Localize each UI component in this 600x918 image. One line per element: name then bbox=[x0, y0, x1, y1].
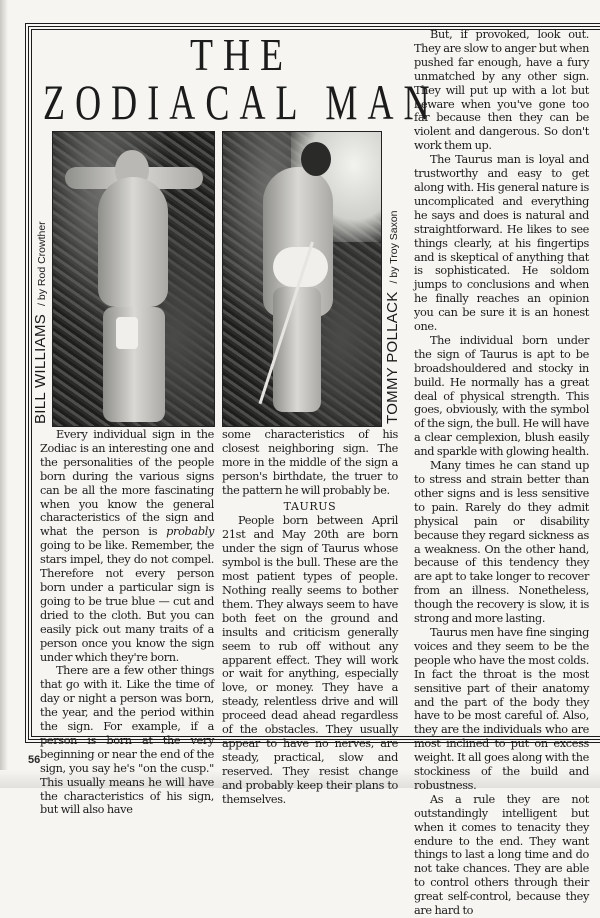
photo-subject-name: TOMMY POLLACK bbox=[384, 291, 401, 424]
photo-credit: / by Troy Saxon bbox=[388, 210, 400, 284]
photo-caption-1 bbox=[32, 221, 50, 424]
photo-bill-williams bbox=[52, 131, 215, 427]
photo-tommy-pollack bbox=[222, 131, 382, 427]
paragraph: But, if provoked, look out. They are slow to anger but when pushed far enough, have a fury unmatched by any other sign. They will put up with a lot but beware when you've gone too far because then they can be violent and dangerous. So don't work them up. bbox=[414, 28, 589, 153]
paragraph: Many times he can stand up to stress and strain better than other signs and is less sensitive to pain. Rarely do they admit physical pain or disability because they regard sickness as a weakness. On the other hand, because of this tendency they are apt to take longer to recover from an illness. Nonetheless, though the recovery is slow, it is strong and more lasting. bbox=[414, 459, 589, 626]
title-line-2: ZODIACAL MAN bbox=[43, 74, 440, 130]
text-column-2 bbox=[222, 428, 398, 806]
paragraph: People born between April 21st and May 20th are born under the sign of Taurus whose symbol is the bull. These are the most patient types of people. Nothing really seems to bother them. They always seem to have both feet on the ground and insults and criticism generally seem to rub off without any apparent effect. They will work or wait for anything, especially love, or money. They have a steady, relentless drive and will proceed dead ahead regardless of the obstacles. They usually appear to have no nerves, are steady, practical, slow and reserved. They resist change and probably keep their plans to themselves. bbox=[222, 514, 398, 806]
page-gutter-shadow bbox=[0, 0, 8, 788]
section-heading-taurus: TAURUS bbox=[283, 499, 337, 513]
paragraph: The individual born under the sign of Taurus is apt to be broadshouldered and stocky in build. He normally has a great deal of physical strength. This goes, obviously, with the symbol of the sign, the bull. He will have a clear cemplexion, blush easily and sparkle with glowing health. bbox=[414, 333, 589, 459]
text-column-1 bbox=[40, 428, 214, 817]
photo-figure-torso bbox=[98, 177, 168, 307]
emphasis-text: probably bbox=[166, 525, 214, 539]
paragraph: The Taurus man is loyal and trustworthy and easy to get along with. His general nature is uncomplicated and everything he says and does is natural and straightforward. He likes to see things clearly, at his fingertips and is skeptical of anything that is sophisticated. He soldom jumps to conclusions and when he finally reaches an opinion you can be sure it is an honest one. bbox=[414, 153, 589, 334]
text-column-3 bbox=[414, 28, 589, 918]
paragraph bbox=[40, 428, 214, 664]
paragraph: some characteristics of his closest neighboring sign. The more in the middle of the sign a person's birthdate, the truer to the pattern he will probably be. bbox=[222, 428, 398, 497]
paragraph: As a rule they are not outstandingly intelligent but when it comes to tenacity they endure to the end. They want things to last a long time and do not take chances. They are able to control others through their great self-control, because they are hard to bbox=[414, 792, 589, 918]
paragraph-text: going to be like. Remember, the stars impel, they do not compel. Therefore not every person born under a particular sign is going to be true blue — cut and dried to the cloth. But you can easily pick out many traits of a person once you know the sign under which they're born. bbox=[40, 539, 214, 664]
paragraph-text: Every individual sign in the Zodiac is an interesting one and the personalities of the people born during the various signs can be all the more fascinating when you know the general characteristics of the sign and what the person is bbox=[40, 428, 214, 539]
photo-caption-2 bbox=[384, 210, 402, 424]
photo-figure-head bbox=[301, 142, 331, 176]
photo-subject-name: BILL WILLIAMS bbox=[32, 313, 49, 424]
page-number: 56 bbox=[28, 754, 41, 766]
photo-figure-legs bbox=[273, 287, 321, 412]
photo-credit: / by Rod Crowther bbox=[36, 221, 48, 306]
title-line-1: THE bbox=[190, 29, 293, 80]
paragraph: Taurus men have fine singing voices and they seem to be the people who have the most colds. In fact the throat is the most sensitive part of their anatomy and the part of the body they have to be most careful of. Also, they are the individuals who are most inclined to put on excess weight. It all goes along with the stockiness of the build and robustness. bbox=[414, 625, 589, 792]
paragraph: There are a few other things that go with it. Like the time of day or night a person was born, the year, and the period within the sign. For example, if a person is born at the very beginning or near the end of the sign, you say he's "on the cusp." This usually means he will have the characteristics of his sign, but will also have bbox=[40, 664, 214, 817]
photo-figure-brief bbox=[116, 317, 138, 349]
